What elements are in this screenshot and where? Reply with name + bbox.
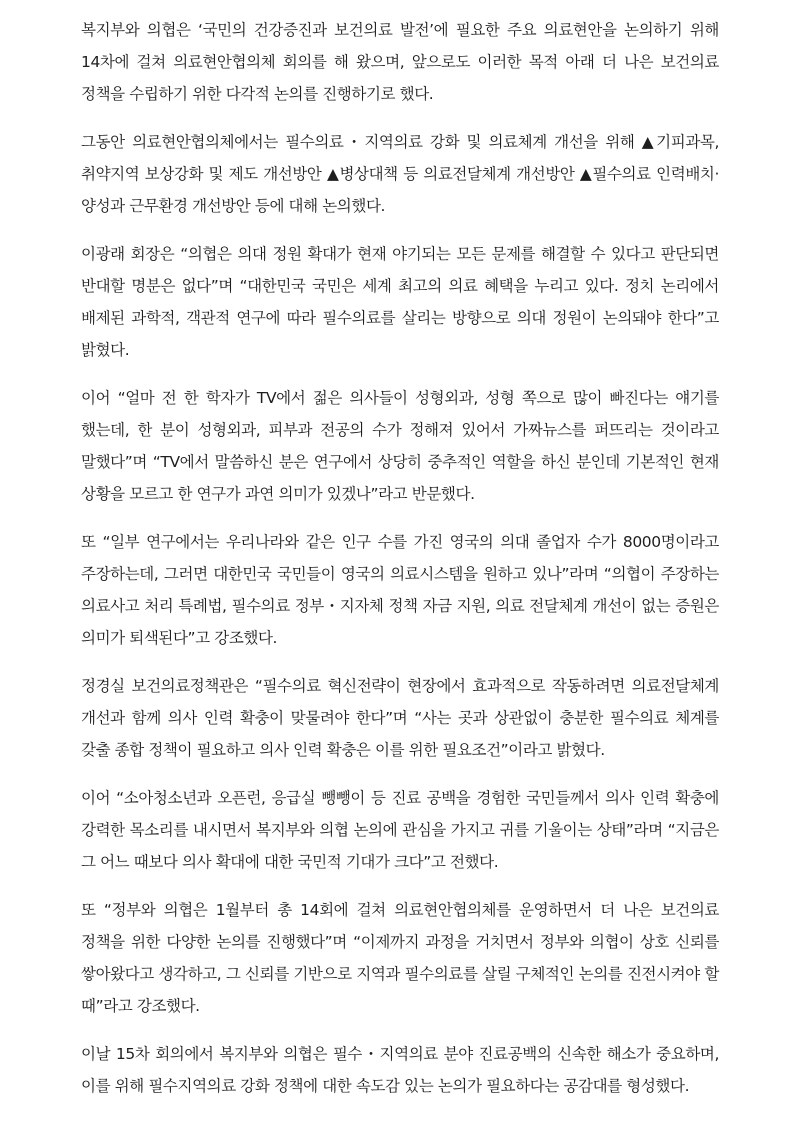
- paragraph-president-remark: 이광래 회장은 “의협은 의대 정원 확대가 현재 야기되는 모든 문제를 해결할 수 있다고 판단되면 반대할 명분은 없다”며 “대한민국 국민은 세계 최고의 의료 혜택을 누리고 있다. 정치 논리에서 배제된 과학적, 객관적 연구에 따라 필수의료를 살리는 방향으로 의대 정원이 논의돼야 한다”고 밝혔다.: [81, 245, 719, 359]
- article-body: [81, 14, 719, 1118]
- paragraph-intro: 복지부와 의협은 ‘국민의 건강증진과 보건의료 발전’에 필요한 주요 의료현안을 논의하기 위해 14차에 걸쳐 의료현안협의체 회의를 해 왔으며, 앞으로도 이러한 목적 아래 더 나은 보건의료 정책을 수립하기 위한 다각적 논의를 진행하기로 했다.: [81, 21, 719, 103]
- paragraph-consensus: 이날 15차 회의에서 복지부와 의협은 필수・지역의료 분야 진료공백의 신속한 해소가 중요하며, 이를 위해 필수지역의료 강화 정책에 대한 속도감 있는 논의가 필요하다는 공감대를 형성했다.: [81, 1045, 719, 1095]
- paragraph-mutual-trust: 또 “정부와 의협은 1월부터 총 14회에 걸쳐 의료현안협의체를 운영하면서 더 나은 보건의료 정책을 위한 다양한 논의를 진행했다”며 “이제까지 과정을 거치면서 정부와 의협이 상호 신뢰를 쌓아왔다고 생각하고, 그 신뢰를 기반으로 지역과 필수의료를 살릴 구체적인 논의를 진전시켜야 할 때”라고 강조했다.: [81, 901, 719, 1015]
- paragraph-policy-director: 정경실 보건의료정책관은 “필수의료 혁신전략이 현장에서 효과적으로 작동하려면 의료전달체계 개선과 함께 의사 인력 확충이 맞물려야 한다”며 “사는 곳과 상관없이 충분한 필수의료 체계를 갖출 종합 정책이 필요하고 의사 인력 확충은 이를 위한 필요조건”이라고 밝혔다.: [81, 677, 719, 759]
- paragraph-public-expectation: 이어 “소아청소년과 오픈런, 응급실 뺑뺑이 등 진료 공백을 경험한 국민들께서 의사 인력 확충에 강력한 목소리를 내시면서 복지부와 의협 논의에 관심을 가지고 귀를 기울이는 상태”라며 “지금은 그 어느 때보다 의사 확대에 대한 국민적 기대가 크다”고 전했다.: [81, 789, 719, 871]
- paragraph-tv-rebuttal: 이어 “얼마 전 한 학자가 TV에서 젊은 의사들이 성형외과, 성형 쪽으로 많이 빠진다는 얘기를 했는데, 한 분이 성형외과, 피부과 전공의 수가 정해져 있어서 가짜뉴스를 퍼뜨리는 것이라고 말했다”며 “TV에서 말씀하신 분은 연구에서 상당히 중추적인 역할을 하신 분인데 기본적인 현재 상황을 모르고 한 연구가 과연 의미가 있겠나”라고 반문했다.: [81, 389, 719, 503]
- paragraph-uk-comparison: 또 “일부 연구에서는 우리나라와 같은 인구 수를 가진 영국의 의대 졸업자 수가 8000명이라고 주장하는데, 그러면 대한민국 국민들이 영국의 의료시스템을 원하고 있나”라며 “의협이 주장하는 의료사고 처리 특례법, 필수의료 정부・지자체 정책 자금 지원, 의료 전달체계 개선이 없는 증원은 의미가 퇴색된다”고 강조했다.: [81, 533, 719, 647]
- paragraph-agenda: 그동안 의료현안협의체에서는 필수의료・지역의료 강화 및 의료체계 개선을 위해 ▲기피과목, 취약지역 보상강화 및 제도 개선방안 ▲병상대책 등 의료전달체계 개선방안 ▲필수의료 인력배치·양성과 근무환경 개선방안 등에 대해 논의했다.: [81, 133, 719, 215]
